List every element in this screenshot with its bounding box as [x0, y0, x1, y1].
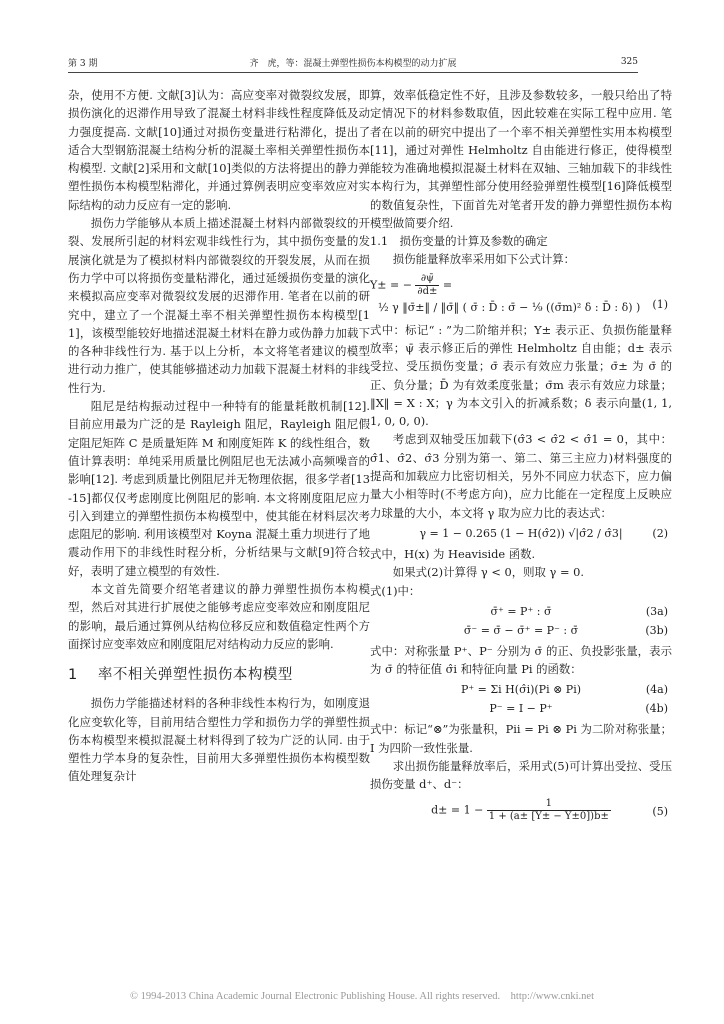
section-number: 1	[68, 667, 78, 684]
equation-text: P⁻ = I − P⁺	[489, 702, 553, 716]
equation-5	[370, 798, 672, 823]
paragraph: 式中：标记“ : ”为二阶缩并积；Y± 表示正、负损伤能量释放率；ψ̄ 表示修正后的弹性 Helmholtz 自由能；d± 表示受拉、受压损伤变量；σ̄ 表示有效应力张量；σ̄± 为 σ̄ 的正、负分量；D̄ 为有效柔度张量；σ̄m 表示有效应力球量；‖X‖ = X : X；γ 为本文引入的折减系数；δ 表示向量(1, 1, 1, 0, 0, 0).	[370, 322, 672, 429]
equation-number: (5)	[652, 804, 668, 818]
running-header	[68, 52, 638, 73]
paragraph: 如果式(2)计算得 γ < 0，则取 γ = 0.	[392, 565, 584, 580]
paragraph: 损伤力学能够从本质上描述混凝土材料内部微裂纹的开裂、发展所引起的材料宏观非线性行为，其中损伤变量的发展演化就是为了模拟材料内部微裂纹的开裂发展，从而在损伤力学中可以将损伤变量粘滞化，通过延缓损伤变量的演化来模拟高应变率对微裂纹发展的迟滞作用. 笔者在以前的研究中，建立了一个混凝土率不相关弹塑性损伤本构模型[11]，该模型能较好地描述混凝土材料在静力或伪静力加载下的各种非线性行为. 基于以上分析，本文将笔者建议的模型进行动力推广，使其能够描述动力加载下混凝土材料的非线性行为.	[68, 216, 370, 395]
equation-number: (1)	[652, 297, 668, 311]
copyright-footer: © 1994-2013 China Academic Journal Electronic Publishing House. All rights reserved. http://www.cnki.net	[130, 991, 594, 1002]
paragraph: 阻尼是结构振动过程中一种特有的能量耗散机制[12]. 目前应用最为广泛的是 Rayleigh 阻尼，Rayleigh 阻尼假定阻尼矩阵 C 是质量矩阵 M 和刚度矩阵 K 的线性组合，数值计算表明：单纯采用质量比例阻尼也无法减小高频噪音的影响[12]. 考虑到质量比例阻尼并无物理依据，很多学者[13-15]都仅仅考虑刚度比例阻尼的影响. 本文将刚度阻尼应力引入到建立的弹塑性损伤本构模型中，使其能在材料层次考虑阻尼的影响. 利用该模型对 Koyna 混凝土重力坝进行了地震动作用下的非线性时程分析，分析结果与文献[9]符合较好，表明了建立模型的有效性.	[68, 399, 370, 578]
left-column	[68, 86, 370, 786]
equation-2	[370, 526, 672, 541]
page-number: 325	[620, 57, 638, 67]
equation-number: (2)	[652, 526, 668, 540]
section-title: 率不相关弹塑性损伤本构模型	[97, 667, 293, 684]
equation-text: =	[442, 278, 453, 292]
denominator: 1 + (a± [Y± − Y±0])b±	[488, 810, 609, 822]
paragraph: 式中，H(x) 为 Heaviside 函数.	[370, 546, 536, 561]
equation-4b	[370, 701, 672, 716]
equation-text: Y± = −	[370, 278, 412, 292]
paragraph: 损伤力学能描述材料的各种非线性本构行为，如刚度退化应变软化等，目前用结合塑性力学和损伤力学的弹塑性损伤本构模型来模拟混凝土材料得到了较为广泛的认同. 由于塑性力学本身的复杂性，目前用大多弹塑性损伤本构模型数值处理复杂计	[68, 696, 370, 784]
subsection-heading: 1.1 损伤变量的计算及参数的确定	[370, 234, 548, 249]
paragraph: 本文首先简要介绍笔者建议的静力弹塑性损伤本构模型，然后对其进行扩展使之能够考虑应变率效应和刚度阻尼的影响，最后通过算例从结构位移反应和数值稳定性两个方面探讨应变率效应和刚度阻尼对结构动力反应的影响.	[68, 582, 370, 651]
running-title: 齐 虎，等：混凝土弹塑性损伤本构模型的动力扩展	[249, 58, 457, 69]
paragraph: 杂，使用不方便. 文献[3]认为：高应变率对微裂纹发展，即损伤演化的迟滞作用导致了混凝土材料非线性程度降低及动力强度提高. 文献[10]通过对损伤变量进行粘滞化，提出了适合大型钢筋混凝土结构分析的混凝土率相关弹塑性损伤本构模型. 文献[2]采用和文献[10]类似的方法将提出的静力弹塑性损伤本构模型粘滞化，并通过算例表明应变率效应对实际结构的动力反应有一定的影响.	[68, 88, 370, 212]
equation-4a	[370, 682, 672, 697]
section-heading	[68, 663, 370, 684]
equation-1	[370, 273, 672, 317]
equation-text: γ = 1 − 0.265 (1 − H(σ̂2)) √|σ̂2 / σ̂3|	[419, 526, 623, 540]
paragraph: 算，效率低稳定性不好，且涉及参数较多，一般只给出了特定情况下的材料参数取值，因此较难在实际工程中应用. 笔者在以前的研究中提出了一个率不相关弹塑性实用本构模型[11]，通过对弹性 Helmholtz 自由能进行修正，使得模型能较为准确地模拟混凝土材料在双轴、三轴加载下的非线性本构行为，其弹塑性部分使用经验弹塑性模型[16]降低模型的数值复杂性，下面首先对笔者开发的静力弹塑性损伤本构模型做简要介绍.	[370, 88, 672, 231]
paragraph: 损伤能量释放率采用如下公式计算：	[392, 252, 576, 267]
fraction	[487, 798, 611, 823]
equation-number: (4a)	[645, 683, 668, 697]
denominator: ∂d±	[417, 285, 438, 297]
equation-number: (4b)	[645, 702, 668, 716]
equation-text: ½ γ ‖σ̄±‖ / ‖σ̄‖ ( σ̄ : D̄ : σ̄ − ⅑ ((σ̄m)² δ : D̄ : δ) )	[378, 300, 641, 314]
paragraph: 式中：对称张量 P⁺、P⁻ 分别为 σ̄ 的正、负投影张量，表示为 σ̄ 的特征值 σ̂i 和特征向量 Pi 的函数：	[370, 643, 672, 677]
issue-label: 第 3 期	[68, 58, 98, 69]
equation-text: d± = 1 −	[431, 803, 484, 817]
equation-3b	[370, 623, 672, 638]
equation-3a	[370, 604, 672, 619]
numerator: ∂ψ̄	[415, 273, 439, 286]
equation-text: P⁺ = Σi H(σ̂i)(Pi ⊗ Pi)	[460, 683, 582, 697]
numerator: 1	[487, 798, 611, 811]
equation-number: (3a)	[645, 604, 668, 618]
paragraph: 考虑到双轴受压加载下(σ̂3 < σ̂2 < σ̂1 = 0，其中：σ̂1、σ̂2、σ̂3 分别为第一、第二、第三主应力)材料强度的提高和加载应力比密切相关，另外不同应力状态下，应力偏量大小相等时(不考虑方向)，应力比能在一定程度上反映应力球量的大小，本文将 γ 取为应力比的表达式：	[370, 432, 672, 520]
right-column	[370, 86, 672, 827]
paragraph: 求出损伤能量释放率后，采用式(5)可计算出受拉、受压损伤变量 d⁺、d⁻：	[370, 759, 672, 792]
equation-number: (3b)	[645, 623, 668, 637]
paragraph: 式中：标记“⊗”为张量积，Pii = Pi ⊗ Pi 为二阶对称张量；I 为四阶一致性张量.	[370, 722, 672, 755]
equation-text: σ̄⁻ = σ̄ − σ̄⁺ = P⁻ : σ̄	[463, 623, 579, 637]
paragraph: 式(1)中：	[370, 583, 421, 598]
fraction	[415, 273, 439, 298]
equation-text: σ̄⁺ = P⁺ : σ̄	[490, 604, 552, 618]
